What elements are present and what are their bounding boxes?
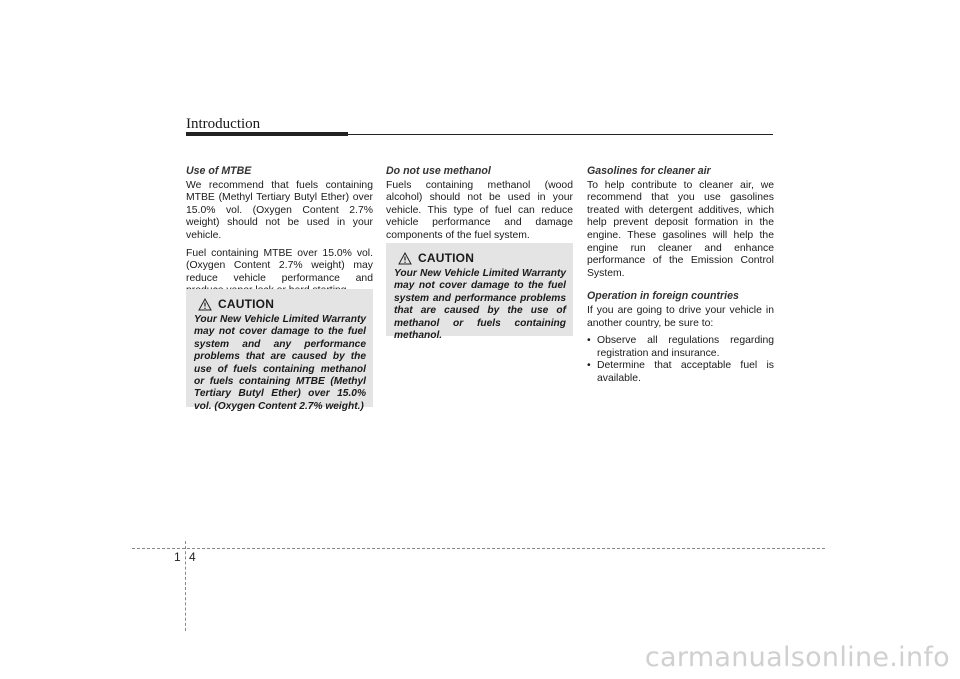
caution-title: CAUTION bbox=[218, 297, 275, 311]
paragraph: Fuels containing methanol (wood alcohol) should not be used in your vehicle. This type of fuel can reduce vehicle performance and damage components of the fuel system. bbox=[386, 179, 573, 241]
section-heading-methanol: Do not use methanol bbox=[386, 165, 491, 177]
paragraph: If you are going to drive your vehicle in another country, be sure to: bbox=[587, 304, 774, 329]
chapter-number: 1 bbox=[174, 550, 181, 564]
section-heading-cleaner-air: Gasolines for cleaner air bbox=[587, 165, 711, 177]
section-heading-mtbe: Use of MTBE bbox=[186, 165, 252, 177]
header-rule-thick bbox=[186, 132, 348, 136]
caution-text: Your New Vehicle Limited Warranty may not cover damage to the fuel system and performance problems that are caused by the use of methanol or fuels containing methanol. bbox=[394, 268, 566, 342]
page-number: 4 bbox=[189, 550, 196, 564]
caution-title: CAUTION bbox=[418, 251, 475, 265]
page-header-title: Introduction bbox=[186, 116, 261, 132]
list-item: • Determine that acceptable fuel is available. bbox=[587, 360, 774, 385]
paragraph: We recommend that fuels containing MTBE (Methyl Tertiary Butyl Ether) over 15.0% vol. (Oxygen Content 2.7% weight) should not be used in your vehicle. bbox=[186, 179, 373, 241]
paragraph: To help contribute to cleaner air, we recommend that you use gasolines treated with detergent additives, which help prevent deposit formation in the engine. These gasolines will help the engine run cleaner and enhance performance of the Emission Control System. bbox=[587, 179, 774, 279]
warning-triangle-icon bbox=[398, 252, 412, 265]
column-2 bbox=[386, 165, 573, 248]
section-heading-foreign-countries: Operation in foreign countries bbox=[587, 290, 739, 303]
caution-box-methanol bbox=[386, 243, 573, 342]
watermark: carmanualsonline.info bbox=[644, 642, 950, 673]
list-item: • Observe all regulations regarding registration and insurance. bbox=[587, 335, 774, 360]
bullet-list bbox=[587, 335, 774, 385]
paragraph: Fuel containing MTBE over 15.0% vol. (Oxygen Content 2.7% weight) may reduce vehicle performance and bbox=[186, 247, 373, 284]
column-1 bbox=[186, 165, 373, 303]
header-rule-thin bbox=[348, 134, 773, 135]
footer-dashed-rule bbox=[132, 548, 825, 549]
caution-text: Your New Vehicle Limited Warranty may not cover damage to the fuel system and any performance problems that are caused by the use of fuels containing methanol or fuels containing MTBE (Methyl Tertiary Butyl Ether) over 15.0% vol. (Oxygen Content 2.7% weight.) bbox=[194, 314, 366, 412]
column-3 bbox=[587, 165, 774, 386]
warning-triangle-icon bbox=[198, 298, 212, 311]
caution-box-mtbe bbox=[186, 289, 373, 412]
footer-dashed-divider bbox=[185, 541, 186, 631]
